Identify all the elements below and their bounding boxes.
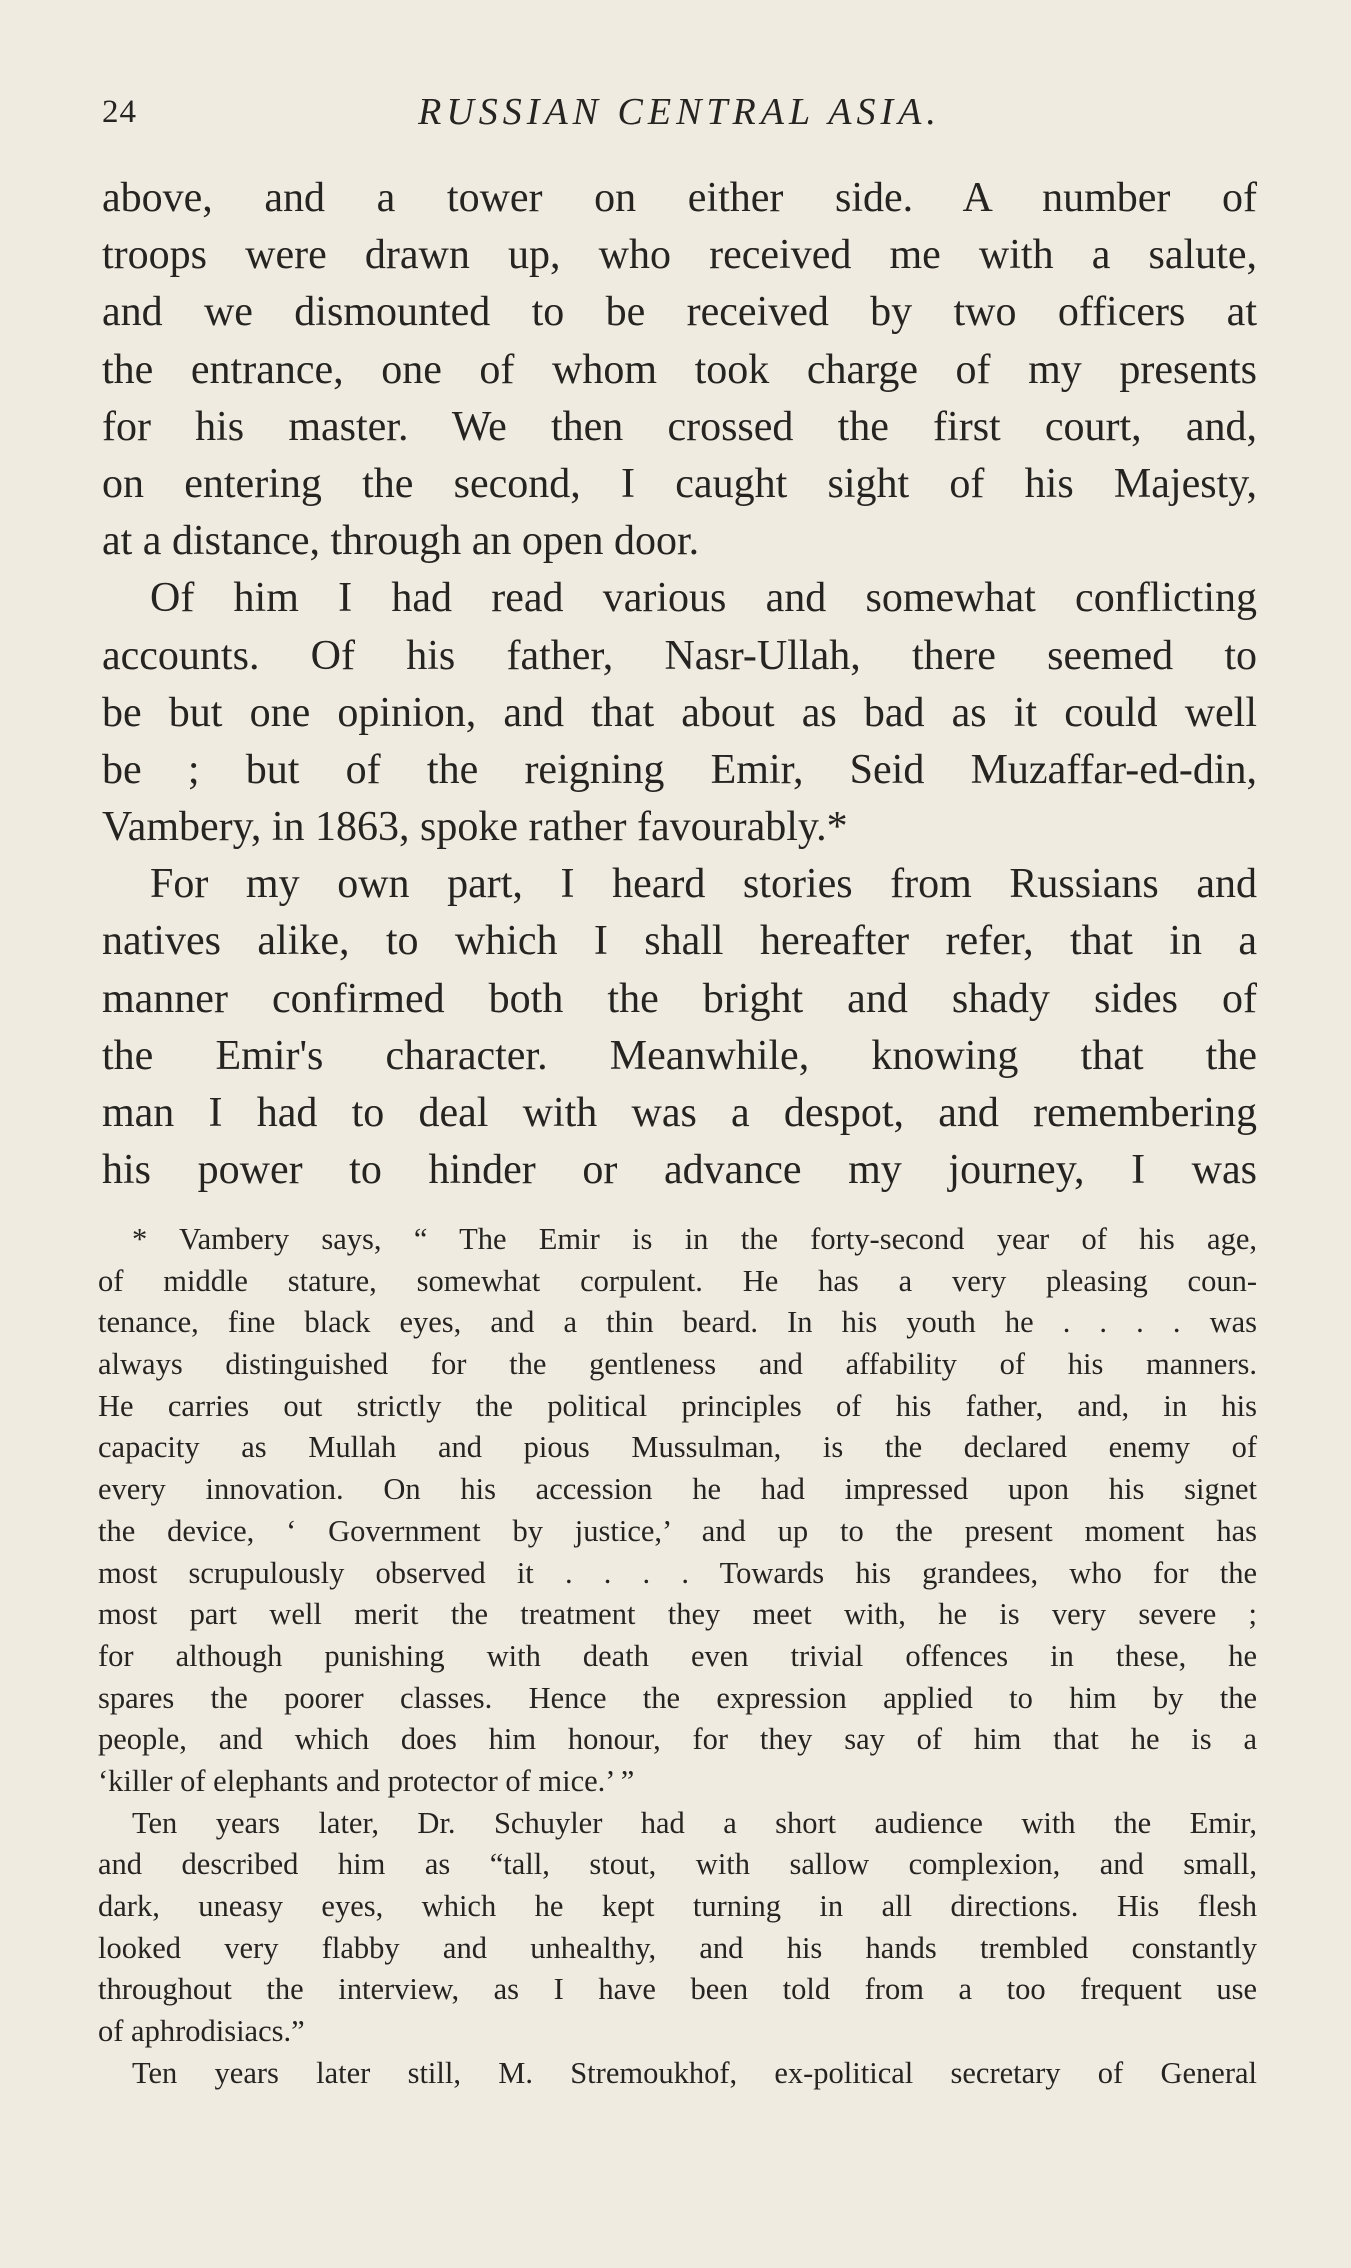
footnote-line: spares the poorer classes. Hence the expression applied to him by the [98,1680,1257,1715]
body-text-line: For my own part, I heard stories from Russians and [150,861,1257,908]
body-text-line: be but one opinion, and that about as bad as it could well [102,689,1257,736]
body-text-line: manner confirmed both the bright and shady sides of [102,975,1257,1022]
page-number: 24 [102,94,137,130]
footnote-line: throughout the interview, as I have been told from a too frequent use [98,1972,1257,2007]
footnote-line: of aphrodisiacs.” [98,2014,305,2049]
footnote-line: and described him as “tall, stout, with sallow complexion, and small, [98,1847,1257,1882]
footnote-line: tenance, fine black eyes, and a thin beard. In his youth he . . . . was [98,1305,1257,1340]
body-text-line: man I had to deal with was a despot, and remembering [102,1090,1257,1136]
body-text-line: the Emir's character. Meanwhile, knowing that the [102,1032,1257,1079]
footnote-line: for although punishing with death even trivial offences in these, he [98,1638,1257,1673]
footnote-block [98,1218,1257,2093]
body-text-line: his power to hinder or advance my journey, I was [102,1147,1257,1194]
body-text-line: and we dismounted to be received by two officers at [102,289,1257,336]
body-text-line: at a distance, through an open door. [102,518,700,565]
running-title: RUSSIAN CENTRAL ASIA. [418,91,941,133]
footnote-line: Ten years later, Dr. Schuyler had a short audience with the Emir, [132,1805,1257,1840]
body-text-line: on entering the second, I caught sight of his Majesty, [102,460,1257,507]
body-text-line: natives alike, to which I shall hereafter refer, that in a [102,918,1257,965]
body-text-line: accounts. Of his father, Nasr-Ullah, there seemed to [102,632,1257,679]
body-text-line: the entrance, one of whom took charge of my presents [102,346,1257,393]
footnote-line: * Vambery says, “ The Emir is in the forty-second year of his age, [132,1222,1257,1256]
footnote-line: capacity as Mullah and pious Mussulman, is the declared enemy of [98,1430,1257,1465]
footnote-line: looked very flabby and unhealthy, and his hands trembled constantly [98,1930,1257,1965]
body-text-line: above, and a tower on either side. A number of [102,175,1257,221]
footnote-line: ‘killer of elephants and protector of mice.’ ” [98,1763,635,1798]
footnote-line: the device, ‘ Government by justice,’ and up to the present moment has [98,1513,1257,1548]
footnote-line: always distinguished for the gentleness and affability of his manners. [98,1347,1257,1382]
body-text-line: Vambery, in 1863, spoke rather favourably.* [102,804,848,851]
footnote-line: every innovation. On his accession he had impressed upon his signet [98,1472,1257,1507]
page-header [102,90,1257,140]
main-text [102,170,1257,1199]
body-text-line: for his master. We then crossed the first court, and, [102,403,1257,450]
footnote-line: He carries out strictly the political principles of his father, and, in his [98,1388,1257,1423]
footnote-line: dark, uneasy eyes, which he kept turning in all directions. His flesh [98,1889,1257,1923]
body-text-line: Of him I had read various and somewhat conflicting [150,575,1257,622]
footnote-line: most part well merit the treatment they meet with, he is very severe ; [98,1597,1257,1632]
footnote-line: most scrupulously observed it . . . . Towards his grandees, who for the [98,1555,1257,1590]
footnote-line: people, and which does him honour, for they say of him that he is a [98,1722,1257,1757]
footnote-line: of middle stature, somewhat corpulent. He has a very pleasing coun- [98,1263,1257,1298]
footnote-line: Ten years later still, M. Stremoukhof, ex-political secretary of General [132,2055,1257,2090]
body-text-line: troops were drawn up, who received me with a salute, [102,232,1257,279]
body-text-line: be ; but of the reigning Emir, Seid Muzaffar-ed-din, [102,746,1257,793]
